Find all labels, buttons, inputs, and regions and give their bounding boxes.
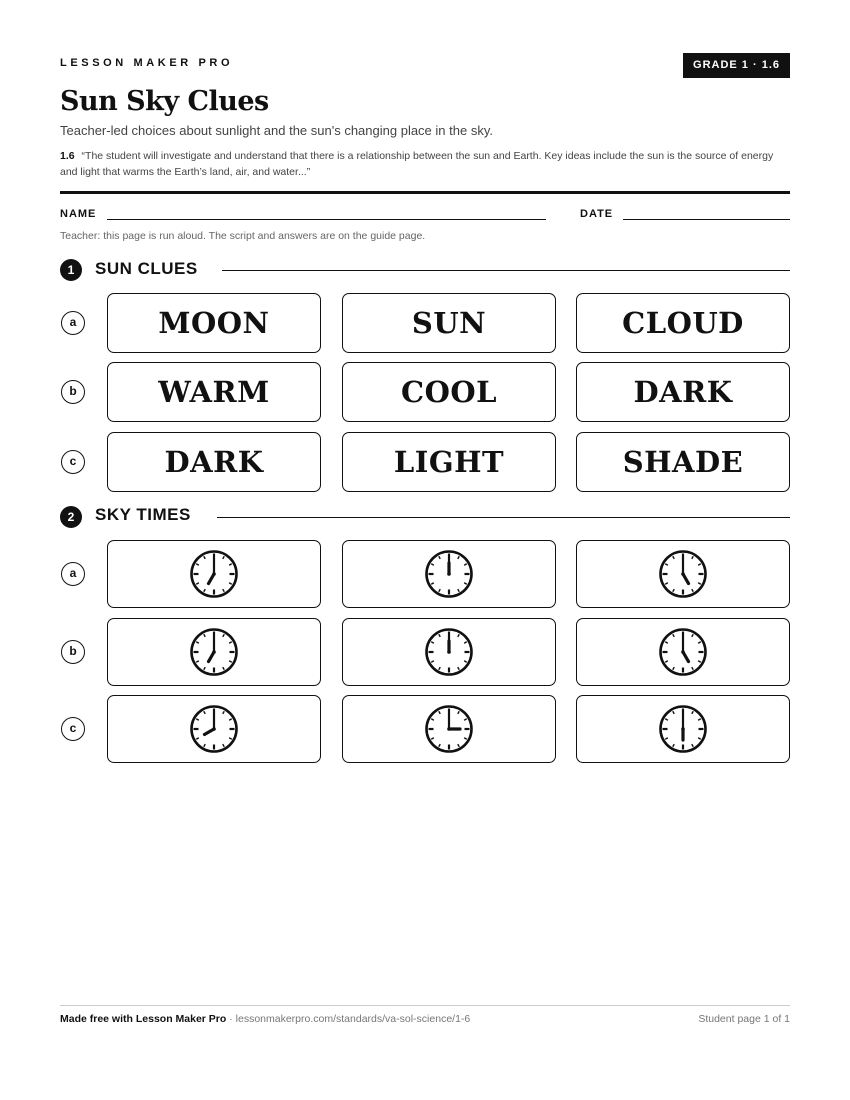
clock-icon (189, 549, 239, 599)
clock-icon (658, 627, 708, 677)
clock-card-b-1[interactable] (107, 618, 321, 686)
section-1-divider (222, 270, 790, 271)
clock-hub (447, 727, 451, 731)
word-choice: LIGHT (393, 445, 505, 479)
clock-hub (681, 727, 685, 731)
clock-icon (189, 627, 239, 677)
clock-card-b-3[interactable] (576, 618, 790, 686)
word-choice: DARK (164, 445, 264, 479)
clock-card-b-2[interactable] (342, 618, 556, 686)
clock-hub (681, 572, 685, 576)
word-card-b-2[interactable] (342, 362, 556, 422)
word-card-b-1[interactable] (107, 362, 321, 422)
word-choice: SHADE (622, 445, 744, 479)
section-2-number: 2 (60, 506, 82, 528)
sun-clues-row-c-label: c (61, 450, 85, 474)
clock-icon (424, 704, 474, 754)
clock-icon (424, 627, 474, 677)
word-choice: SUN (411, 306, 487, 340)
clock-card-a-3[interactable] (576, 540, 790, 608)
clock-card-c-2[interactable] (342, 695, 556, 763)
word-choice: COOL (401, 375, 497, 409)
footer-page-number: Student page 1 of 1 (698, 1013, 790, 1025)
page-subtitle: Teacher-led choices about sunlight and the sun's changing place in the sky. (60, 123, 493, 138)
date-label: DATE (580, 208, 614, 220)
sky-times-row-b-label: b (61, 640, 85, 664)
standard-statement (60, 148, 790, 180)
clock-hub (212, 650, 216, 654)
word-card-b-3[interactable] (576, 362, 790, 422)
header-divider (60, 191, 790, 194)
word-card-a-1[interactable] (107, 293, 321, 353)
clock-icon (189, 704, 239, 754)
clock-card-a-1[interactable] (107, 540, 321, 608)
clock-hub (681, 650, 685, 654)
word-choice: DARK (633, 375, 733, 409)
name-label: NAME (60, 208, 97, 220)
clock-card-c-3[interactable] (576, 695, 790, 763)
section-2-title: SKY TIMES (95, 505, 191, 524)
date-field[interactable] (623, 219, 790, 220)
word-card-c-2[interactable] (342, 432, 556, 492)
sun-clues-row-a-label: a (61, 311, 85, 335)
footer-credit (60, 1013, 470, 1025)
worksheet-page (60, 0, 790, 1100)
word-choice: WARM (158, 375, 270, 409)
clock-hub (447, 650, 451, 654)
clock-hub (447, 572, 451, 576)
brand-name: LESSON MAKER PRO (60, 57, 234, 69)
sun-clues-row-b-label: b (61, 380, 85, 404)
clock-icon (424, 549, 474, 599)
grade-badge: GRADE 1 · 1.6 (683, 53, 790, 78)
clock-card-a-2[interactable] (342, 540, 556, 608)
clock-hub (212, 572, 216, 576)
word-choice: CLOUD (622, 306, 744, 340)
footer-url: · lessonmakerpro.com/standards/va-sol-science/1-6 (229, 1013, 471, 1025)
clock-icon (658, 549, 708, 599)
clock-icon (658, 704, 708, 754)
sky-times-row-c-label: c (61, 717, 85, 741)
footer-made: Made free with Lesson Maker Pro (60, 1013, 227, 1025)
section-2-divider (217, 517, 790, 518)
word-card-a-2[interactable] (342, 293, 556, 353)
clock-card-c-1[interactable] (107, 695, 321, 763)
word-card-c-3[interactable] (576, 432, 790, 492)
name-field[interactable] (107, 219, 546, 220)
footer-divider (60, 1005, 790, 1006)
section-1-title: SUN CLUES (95, 259, 198, 278)
word-card-a-3[interactable] (576, 293, 790, 353)
standard-code: 1.6 (60, 150, 75, 162)
word-choice: MOON (158, 306, 270, 340)
sky-times-row-a-label: a (61, 562, 85, 586)
teacher-note: Teacher: this page is run aloud. The script and answers are on the guide page. (60, 230, 426, 242)
word-card-c-1[interactable] (107, 432, 321, 492)
page-title: Sun Sky Clues (60, 86, 269, 117)
section-1-number: 1 (60, 259, 82, 281)
clock-hub (212, 727, 216, 731)
standard-text: “The student will investigate and understand that there is a relationship between the sun and Earth. Key ideas include the sun is the source of energy and light that warms the Earth’s land, air, and water...” (60, 150, 774, 178)
